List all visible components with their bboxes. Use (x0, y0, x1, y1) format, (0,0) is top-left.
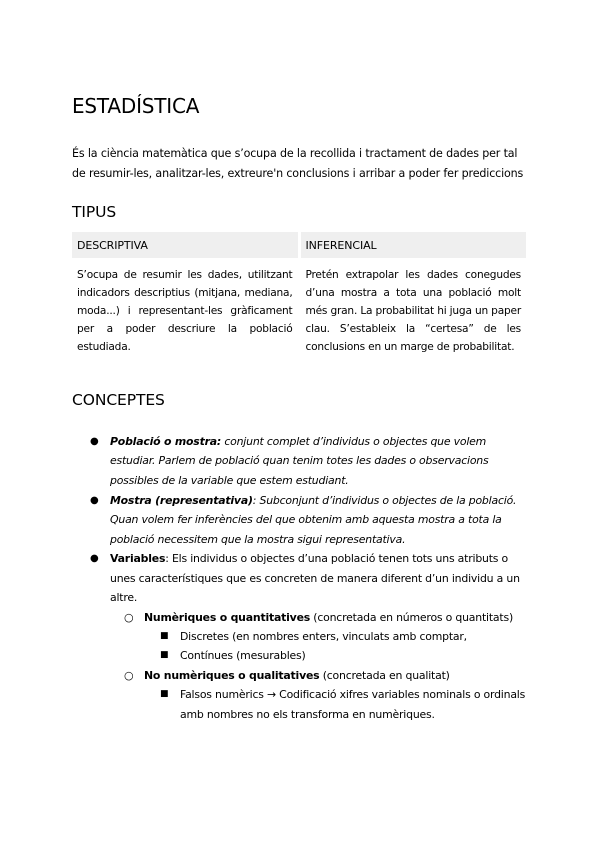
intro-paragraph: És la ciència matemàtica que s’ocupa de la recollida i tractament de dades per tal de resumir-les, analitzar-les, extreure'n conclusions i arribar a poder fer prediccions (72, 147, 524, 180)
list-item-discretes (160, 627, 530, 646)
concepts-list (90, 432, 530, 725)
colon-mostra: : (252, 493, 257, 507)
text-no-numeriques: (concretada en qualitat) (319, 668, 450, 682)
cell-descriptiva: S’ocupa de resumir les dades, utilitzant indicadors descriptius (mitjana, mediana, moda...) i representant-les gràficament per a poder descriure la població estudiada. (77, 269, 293, 353)
variables-sublist (124, 608, 530, 724)
bullet-disc-icon: ● (90, 494, 99, 506)
text-mostra: Subconjunt d’individus o objectes de la població. Quan volem fer inferències del que obtenim amb aquesta mostra a tota la població necessitem que la mostra sigui representativa. (110, 493, 517, 546)
term-poblacio: Població o mostra: (110, 435, 222, 448)
term-numeriques: Numèriques o quantitatives (144, 610, 311, 624)
bullet-circle-icon: ○ (124, 668, 134, 682)
term-variables: Variables (110, 552, 166, 566)
numeriques-sublist (160, 627, 530, 666)
text-falsos-numerics: Falsos numèrics → Codificació xifres variables nominals o ordinals amb nombres no els transforma en numèriques. (180, 688, 526, 721)
column-header-descriptiva: DESCRIPTIVA (72, 232, 299, 258)
text-numeriques: (concretada en números o quantitats) (310, 610, 513, 624)
tipus-table (72, 232, 526, 356)
list-item-numeriques (124, 608, 530, 666)
list-item-mostra (90, 491, 530, 549)
bullet-disc-icon: ● (90, 553, 99, 565)
term-mostra: Mostra (representativa) (110, 493, 253, 507)
text-discretes: Discretes (en nombres enters, vinculats amb comptar, (180, 630, 467, 644)
bullet-circle-icon: ○ (124, 610, 134, 624)
list-item-poblacio (90, 432, 530, 490)
bullet-square-icon: ■ (160, 631, 169, 642)
section-heading-conceptes: CONCEPTES (72, 391, 165, 409)
bullet-disc-icon: ● (90, 436, 99, 447)
column-header-inferencial: INFERENCIAL (299, 232, 526, 258)
cell-inferencial: Pretén extrapolar les dades conegudes d’una mostra a tota una població molt més gran. La probabilitat hi juga un paper clau. S’estableix la “certesa” de les conclusions en un marge de probabilitat. (299, 258, 526, 356)
section-heading-tipus: TIPUS (72, 203, 117, 221)
text-continues: Contínues (mesurables) (180, 649, 306, 663)
text-variables: : Els individus o objectes d’una població tenen tots uns atributs o unes característiques que es concreten de manera diferent d’un individu a un altre. (110, 552, 520, 605)
list-item-continues (160, 646, 530, 665)
table-row (72, 258, 526, 356)
term-no-numeriques: No numèriques o qualitatives (144, 668, 320, 682)
no-numeriques-sublist (160, 685, 530, 724)
text-poblacio: conjunt complet d’individus o objectes que volem estudiar. Parlem de població quan tenim totes les dades o observacions possibles de la variable que estem estudiant. (110, 435, 489, 487)
list-item-falsos-numerics (160, 685, 530, 724)
bullet-square-icon: ■ (160, 689, 169, 700)
bullet-square-icon: ■ (160, 650, 169, 661)
list-item-no-numeriques (124, 666, 530, 724)
list-item-variables (90, 549, 530, 724)
page-title: ESTADÍSTICA (72, 94, 200, 118)
